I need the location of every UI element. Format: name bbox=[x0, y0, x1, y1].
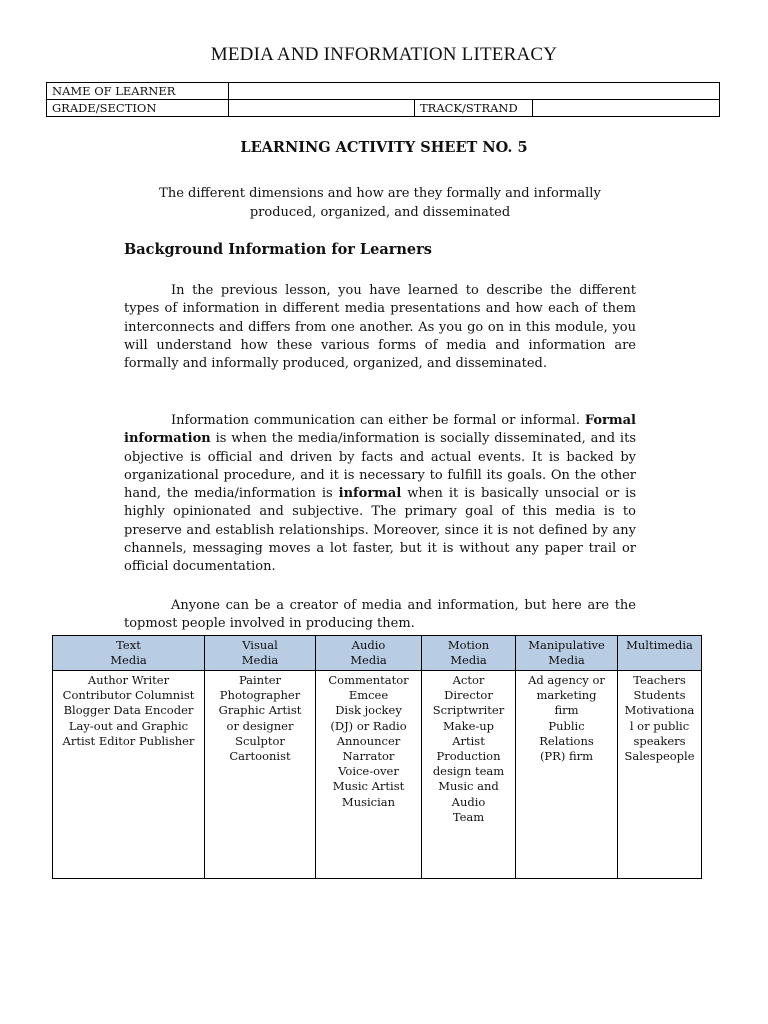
track-label: TRACK/STRAND bbox=[415, 100, 533, 116]
list-item: Ad agency or bbox=[528, 673, 605, 687]
grade-row bbox=[47, 100, 720, 117]
list-item: (PR) firm bbox=[539, 749, 594, 764]
grade-label: GRADE/SECTION bbox=[47, 100, 229, 117]
subtitle-line-1: The different dimensions and how are they formally and informally bbox=[159, 186, 601, 201]
list-item: Announcer bbox=[336, 733, 401, 748]
header-line: Audio bbox=[351, 638, 386, 652]
media-table-body-row bbox=[53, 671, 702, 879]
list-item: Motivationa bbox=[624, 703, 695, 718]
paragraph-formal-informal bbox=[124, 412, 636, 577]
paragraph-2-text-a: Information communication can either be formal or informal. bbox=[171, 413, 580, 428]
paragraph-creators bbox=[124, 597, 636, 634]
informal-term: informal bbox=[338, 486, 402, 502]
subtitle-line-2: produced, organized, and disseminated bbox=[249, 205, 511, 220]
list-item: Teachers bbox=[633, 673, 686, 687]
header-line: Media bbox=[450, 653, 487, 667]
list-item: or designer bbox=[226, 718, 294, 733]
list-item: Commentator bbox=[328, 673, 409, 687]
learner-name-row bbox=[47, 83, 720, 100]
list-item: (DJ) or Radio bbox=[330, 718, 407, 733]
header-line: Media bbox=[110, 653, 147, 667]
list-item: Scriptwriter bbox=[432, 703, 505, 718]
document-title: MEDIA AND INFORMATION LITERACY bbox=[210, 44, 558, 65]
list-item: Audio bbox=[451, 794, 486, 809]
paragraph-3-text: Anyone can be a creator of media and information, but here are the topmost people involved in producing them. bbox=[124, 598, 636, 632]
list-item: marketing bbox=[536, 688, 597, 703]
sheet-subtitle bbox=[130, 184, 630, 222]
header-line: Media bbox=[241, 653, 279, 667]
list-item: Director bbox=[444, 688, 493, 703]
list-item: Production bbox=[436, 749, 501, 764]
paragraph-2-text-b: is when the media/information is socially disseminated, and its objective is official and driven by facts and actual events. It is backed by organizational procedure, and it is necessary to fulfill its goals. On the other hand, the media/information is bbox=[124, 431, 636, 502]
paragraph-1-text: In the previous lesson, you have learned to describe the different types of information in different media presentations and how each of them interconnects and differs from one another. As you go on in this module, you will understand how these various forms of media and information are formally and informally produced, organized, and disseminated. bbox=[124, 283, 636, 372]
list-item: Actor bbox=[452, 673, 485, 687]
media-creators-table bbox=[52, 635, 702, 879]
paragraph-2-text-c: when it is basically unsocial or is highly opinionated and subjective. The primary goal of this media is to preserve and establish relationships. Moreover, since it is not defined by any channels, messaging moves a lot faster, but it is without any paper trail or official documentation. bbox=[124, 486, 636, 575]
track-field[interactable] bbox=[533, 100, 719, 116]
list-item: Relations bbox=[539, 733, 594, 748]
list-item: Music and bbox=[438, 779, 499, 794]
list-item: Author Writer bbox=[87, 673, 170, 687]
track-cell bbox=[415, 100, 720, 117]
header-line: Media bbox=[350, 653, 387, 667]
list-item: Cartoonist bbox=[229, 749, 291, 764]
list-item: speakers bbox=[633, 733, 686, 748]
list-item: Photographer bbox=[219, 688, 301, 703]
list-item: Narrator bbox=[342, 749, 395, 764]
list-item: Sculptor bbox=[235, 733, 285, 748]
list-item: Students bbox=[633, 688, 686, 703]
audio-media-cell bbox=[316, 671, 422, 879]
grade-field[interactable] bbox=[229, 100, 415, 117]
list-item: Salespeople bbox=[624, 749, 695, 764]
header-visual-media bbox=[205, 636, 316, 671]
header-line: Media bbox=[548, 653, 585, 667]
header-audio-media bbox=[316, 636, 422, 671]
list-item: firm bbox=[554, 703, 579, 718]
sheet-title: LEARNING ACTIVITY SHEET NO. 5 bbox=[240, 139, 528, 156]
list-item: Public bbox=[548, 718, 585, 733]
list-item: Painter bbox=[238, 673, 282, 687]
header-line: Motion bbox=[447, 638, 490, 652]
formal-information-term: Formal information bbox=[124, 413, 636, 447]
list-item: design team bbox=[432, 764, 505, 779]
learner-info-table bbox=[46, 82, 720, 117]
list-item: Make-up bbox=[442, 718, 495, 733]
list-item: Emcee bbox=[348, 688, 389, 703]
list-item: Artist Editor Publisher bbox=[62, 733, 195, 748]
name-field[interactable] bbox=[229, 83, 720, 100]
header-line: Text bbox=[116, 638, 141, 652]
paragraph-previous-lesson bbox=[124, 282, 636, 373]
list-item: Blogger Data Encoder bbox=[63, 703, 194, 718]
text-media-cell bbox=[53, 671, 205, 879]
header-motion-media bbox=[422, 636, 516, 671]
name-label: NAME OF LEARNER bbox=[47, 83, 229, 100]
header-line: Manipulative bbox=[528, 638, 605, 652]
list-item: Music Artist bbox=[332, 779, 405, 794]
list-item: Disk jockey bbox=[335, 703, 402, 718]
list-item: Musician bbox=[341, 794, 396, 809]
header-line: Multimedia bbox=[626, 638, 693, 652]
list-item: Voice-over bbox=[338, 764, 399, 779]
list-item: Artist bbox=[452, 733, 485, 748]
list-item: Graphic Artist bbox=[218, 703, 302, 718]
motion-media-cell bbox=[422, 671, 516, 879]
media-table-header-row bbox=[53, 636, 702, 671]
list-item: Contributor Columnist bbox=[62, 688, 195, 703]
header-text-media bbox=[53, 636, 205, 671]
header-line: Visual bbox=[242, 638, 278, 652]
list-item: Lay-out and Graphic bbox=[68, 718, 189, 733]
multimedia-cell bbox=[618, 671, 702, 879]
list-item: l or public bbox=[629, 718, 690, 733]
list-item: Team bbox=[452, 809, 485, 824]
background-heading: Background Information for Learners bbox=[124, 241, 432, 258]
header-multimedia bbox=[618, 636, 702, 671]
manipulative-media-cell bbox=[516, 671, 618, 879]
header-manipulative-media bbox=[516, 636, 618, 671]
visual-media-cell bbox=[205, 671, 316, 879]
